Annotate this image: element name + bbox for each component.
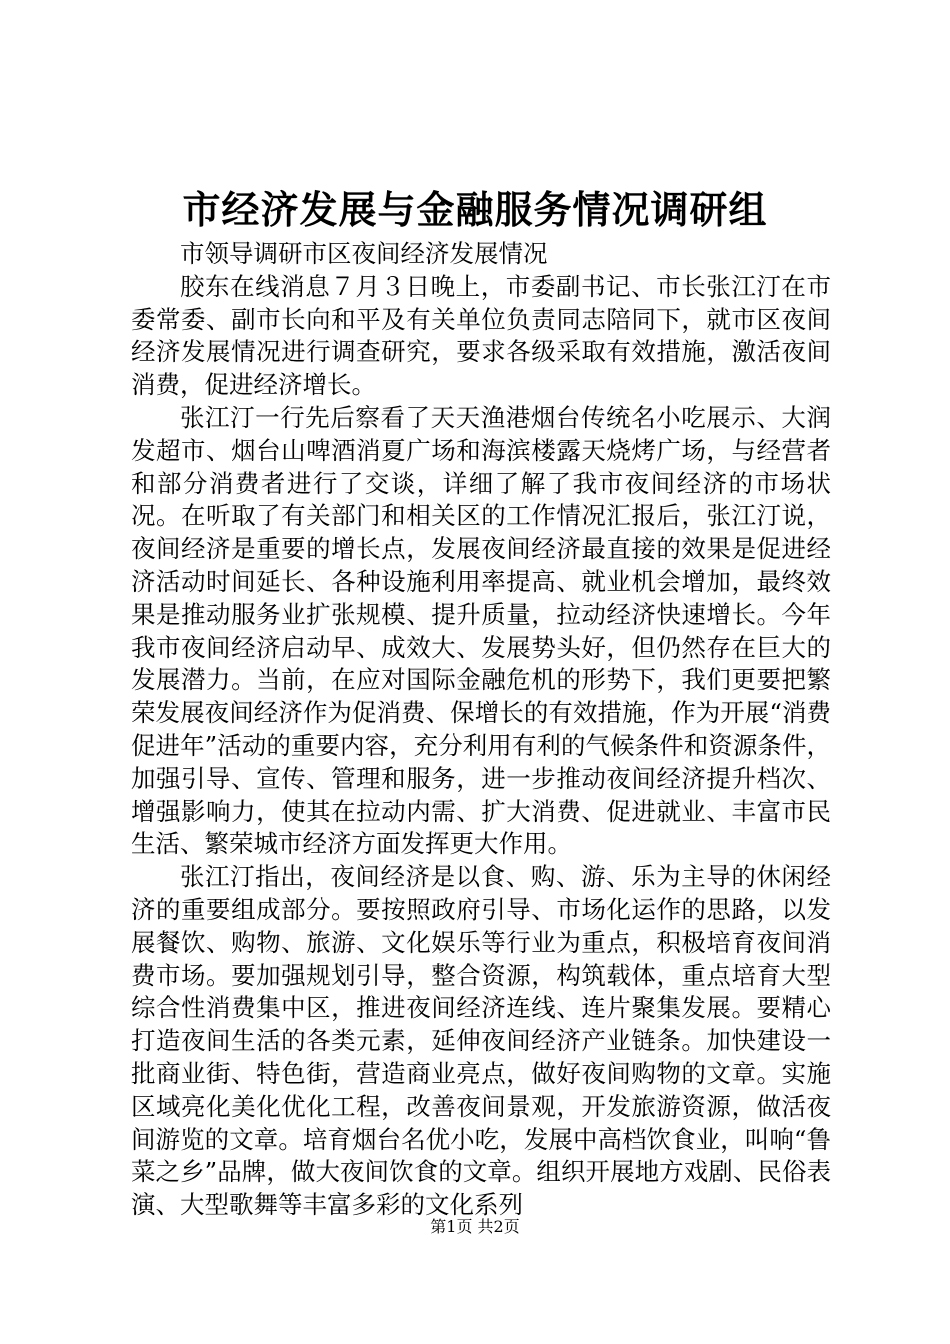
paragraph: 张江汀一行先后察看了天天渔港烟台传统名小吃展示、大润发超市、烟台山啤酒消夏广场和海滨楼露天烧烤广场，与经营者和部分消费者进行了交谈，详细了解了我市夜间经济的市场状况。在听取了有关部门和相关区的工作情况汇报后，张江汀说，夜间经济是重要的增长点，发展夜间经济最直接的效果是促进经济活动时间延长、各种设施利用率提高、就业机会增加，最终效果是推动服务业扩张规模、提升质量，拉动经济快速增长。今年我市夜间经济启动早、成效大、发展势头好，但仍然存在巨大的发展潜力。当前，在应对国际金融危机的形势下，我们更要把繁荣发展夜间经济作为促消费、保增长的有效措施，作为开展“消费促进年”活动的重要内容，充分利用有利的气候条件和资源条件，加强引导、宣传、管理和服务，进一步推动夜间经济提升档次、增强影响力，使其在拉动内需、扩大消费、促进就业、丰富市民生活、繁荣城市经济方面发挥更大作用。	[131, 402, 831, 859]
document-body	[131, 238, 831, 1222]
page-title: 市经济发展与金融服务情况调研组	[182, 187, 768, 232]
paragraph: 张江汀指出，夜间经济是以食、购、游、乐为主导的休闲经济的重要组成部分。要按照政府引导、市场化运作的思路，以发展餐饮、购物、旅游、文化娱乐等行业为重点，积极培育夜间消费市场。要加强规划引导，整合资源，构筑载体，重点培育大型综合性消费集中区，推进夜间经济连线、连片聚集发展。要精心打造夜间生活的各类元素，延伸夜间经济产业链条。加快建设一批商业街、特色街，营造商业亮点，做好夜间购物的文章。实施区域亮化美化优化工程，改善夜间景观，开发旅游资源，做活夜间游览的文章。培育烟台名优小吃，发展中高档饮食业，叫响“鲁菜之乡”品牌，做大夜间饮食的文章。组织开展地方戏剧、民俗表演、大型歌舞等丰富多彩的文化系列	[131, 862, 831, 1220]
paragraph-subtitle: 市领导调研市区夜间经济发展情况	[180, 239, 548, 268]
paragraph: 胶东在线消息７月３日晚上，市委副书记、市长张江汀在市委常委、副市长向和平及有关单位负责同志陪同下，就市区夜间经济发展情况进行调查研究，要求各级采取有效措施，激活夜间消费，促进经济增长。	[131, 271, 831, 400]
page-number-footer: 第1页 共2页	[430, 1217, 520, 1236]
